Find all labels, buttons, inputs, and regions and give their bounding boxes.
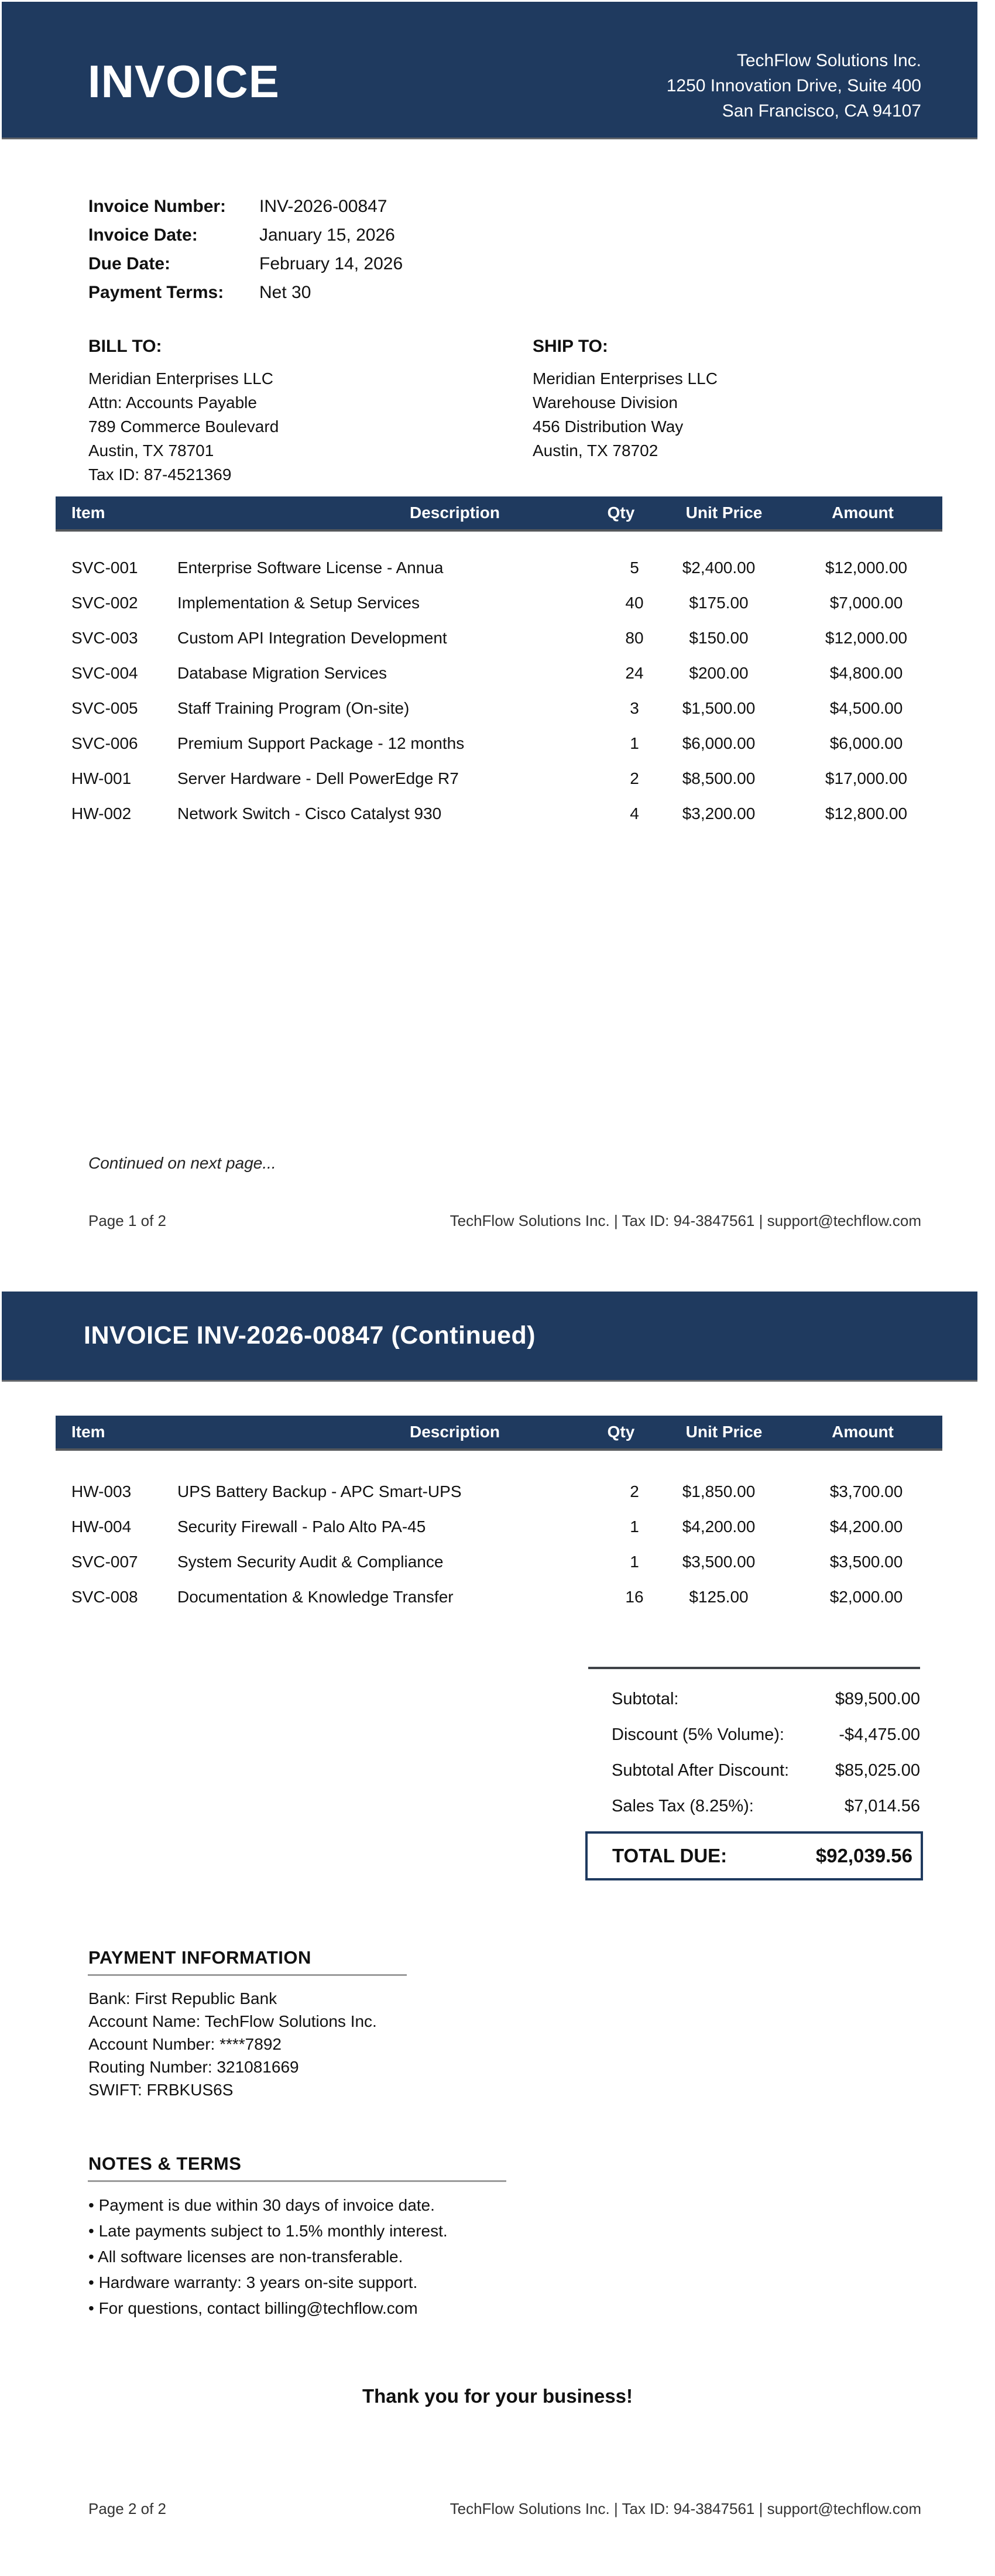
bill-to-line: Austin, TX 78701 [88, 441, 214, 460]
invoice-number-value: INV-2026-00847 [259, 197, 387, 216]
item-qty: 1 [630, 1553, 639, 1571]
meta-row-invoice-date [88, 225, 403, 254]
item-amount: $4,800.00 [829, 664, 903, 682]
bill-to-line: Tax ID: 87-4521369 [88, 465, 232, 484]
note-bullet: • Payment is due within 30 days of invoice date. [88, 2196, 435, 2214]
item-qty: 5 [630, 559, 639, 577]
item-qty: 2 [630, 1482, 639, 1501]
bill-to-heading: BILL TO: [88, 337, 162, 356]
page2-header-banner [2, 1292, 977, 1382]
table-row [56, 1544, 942, 1580]
item-qty: 80 [625, 629, 644, 647]
invoice-number-label: Invoice Number: [88, 197, 227, 216]
total-due-value: $92,039.56 [815, 1845, 912, 1866]
payment-swift-line: SWIFT: FRBKUS6S [88, 2081, 234, 2099]
item-qty: 1 [630, 734, 639, 752]
line-items-table-header-page1 [56, 496, 942, 532]
item-unit-price: $3,200.00 [682, 804, 756, 823]
bill-to-address [88, 366, 279, 487]
subtotal-label: Subtotal: [612, 1690, 679, 1708]
discount-value: -$4,475.00 [839, 1725, 920, 1744]
company-address-block [667, 48, 921, 124]
column-header-qty: Qty [607, 1423, 635, 1441]
ship-to-line: 456 Distribution Way [533, 417, 684, 436]
item-qty: 3 [630, 699, 639, 717]
item-amount: $3,500.00 [829, 1553, 903, 1571]
invoice-date-value: January 15, 2026 [259, 225, 395, 245]
item-qty: 40 [625, 594, 644, 612]
ship-to-line: Warehouse Division [533, 393, 678, 412]
column-header-amount: Amount [832, 503, 894, 522]
payment-account-number-line: Account Number: ****7892 [88, 2035, 282, 2053]
payment-bank-line: Bank: First Republic Bank [88, 1989, 277, 2008]
invoice-meta [88, 197, 403, 311]
ship-to-line: Meridian Enterprises LLC [533, 369, 718, 388]
total-due-label: TOTAL DUE: [612, 1845, 728, 1866]
due-date-value: February 14, 2026 [259, 254, 403, 273]
table-row [56, 1580, 942, 1615]
item-description: Premium Support Package - 12 months [177, 734, 465, 752]
sales-tax-row [612, 1789, 920, 1824]
company-name: TechFlow Solutions Inc. [736, 51, 921, 70]
column-header-item: Item [71, 1423, 105, 1441]
item-amount: $4,200.00 [829, 1517, 903, 1536]
item-unit-price: $8,500.00 [682, 769, 756, 787]
item-code: HW-003 [71, 1482, 132, 1501]
line-items-page2 [56, 1474, 942, 1615]
item-qty: 4 [630, 804, 639, 823]
company-address-line1: 1250 Innovation Drive, Suite 400 [666, 76, 921, 95]
item-amount: $4,500.00 [829, 699, 903, 717]
item-amount: $3,700.00 [829, 1482, 903, 1501]
item-unit-price: $2,400.00 [682, 559, 756, 577]
table-row [56, 656, 942, 691]
bill-to-line: 789 Commerce Boulevard [88, 417, 279, 436]
item-qty: 24 [625, 664, 644, 682]
item-code: SVC-007 [71, 1553, 138, 1571]
sales-tax-value: $7,014.56 [844, 1797, 920, 1815]
subtotal-after-discount-value: $85,025.00 [835, 1761, 920, 1780]
payment-section-rule [88, 1974, 407, 1976]
page1-number: Page 1 of 2 [88, 1212, 166, 1229]
note-bullet: • Late payments subject to 1.5% monthly interest. [88, 2222, 448, 2240]
company-address-line2: San Francisco, CA 94107 [722, 101, 921, 121]
thank-you-message: Thank you for your business! [362, 2385, 633, 2407]
payment-details [88, 1987, 377, 2101]
note-bullet: • For questions, contact billing@techflow.com [88, 2299, 418, 2317]
bill-to-line: Attn: Accounts Payable [88, 393, 257, 412]
item-unit-price: $6,000.00 [682, 734, 756, 752]
item-unit-price: $3,500.00 [682, 1553, 756, 1571]
column-header-description: Description [409, 503, 500, 522]
bill-to-line: Meridian Enterprises LLC [88, 369, 273, 388]
payment-routing-number-line: Routing Number: 321081669 [88, 2058, 299, 2076]
table-row [56, 726, 942, 761]
note-bullet: • Hardware warranty: 3 years on-site support. [88, 2273, 418, 2291]
subtotal-after-discount-label: Subtotal After Discount: [612, 1761, 790, 1780]
invoice-title: INVOICE [88, 56, 280, 107]
line-items-page1 [56, 550, 942, 831]
column-header-unit-price: Unit Price [685, 1423, 763, 1441]
item-description: Implementation & Setup Services [177, 594, 420, 612]
item-unit-price: $175.00 [689, 594, 749, 612]
payment-terms-value: Net 30 [259, 283, 311, 302]
meta-row-invoice-number [88, 197, 403, 225]
item-description: Server Hardware - Dell PowerEdge R7 [177, 769, 459, 787]
note-bullet: • All software licenses are non-transferable. [88, 2248, 403, 2266]
subtotal-value: $89,500.00 [835, 1690, 920, 1708]
item-unit-price: $1,850.00 [682, 1482, 756, 1501]
column-header-amount: Amount [832, 1423, 894, 1441]
line-items-table-header-page2 [56, 1416, 942, 1451]
table-row [56, 691, 942, 726]
item-description: Staff Training Program (On-site) [177, 699, 410, 717]
table-row [56, 585, 942, 621]
page2-footer-company-info: TechFlow Solutions Inc. | Tax ID: 94-3847561 | support@techflow.com [450, 2500, 921, 2517]
item-unit-price: $4,200.00 [682, 1517, 756, 1536]
item-amount: $7,000.00 [829, 594, 903, 612]
item-qty: 16 [625, 1588, 644, 1606]
page2-title: INVOICE INV-2026-00847 (Continued) [84, 1321, 536, 1349]
payment-terms-label: Payment Terms: [88, 283, 224, 302]
table-row [56, 550, 942, 585]
item-code: SVC-004 [71, 664, 138, 682]
table-row [56, 796, 942, 831]
totals-divider-rule [588, 1667, 920, 1669]
table-row [56, 1474, 942, 1509]
table-row [56, 621, 942, 656]
table-row [56, 1509, 942, 1544]
item-unit-price: $1,500.00 [682, 699, 756, 717]
item-code: SVC-002 [71, 594, 138, 612]
column-header-description: Description [409, 1423, 500, 1441]
notes-terms-heading: NOTES & TERMS [88, 2153, 242, 2174]
item-description: Security Firewall - Palo Alto PA-45 [177, 1517, 426, 1536]
item-code: SVC-005 [71, 699, 138, 717]
continued-note: Continued on next page... [88, 1154, 276, 1172]
item-qty: 2 [630, 769, 639, 787]
item-amount: $2,000.00 [829, 1588, 903, 1606]
totals-block [612, 1681, 920, 1824]
discount-label: Discount (5% Volume): [612, 1725, 784, 1744]
item-description: Custom API Integration Development [177, 629, 447, 647]
notes-section-rule [88, 2180, 506, 2182]
total-due-box [585, 1831, 923, 1880]
ship-to-line: Austin, TX 78702 [533, 441, 658, 460]
item-description: Network Switch - Cisco Catalyst 930 [177, 804, 442, 823]
item-code: HW-001 [71, 769, 132, 787]
meta-row-payment-terms [88, 283, 403, 311]
item-code: SVC-006 [71, 734, 138, 752]
payment-account-name-line: Account Name: TechFlow Solutions Inc. [88, 2012, 377, 2030]
item-unit-price: $200.00 [689, 664, 749, 682]
item-qty: 1 [630, 1517, 639, 1536]
item-amount: $6,000.00 [829, 734, 903, 752]
item-description: UPS Battery Backup - APC Smart-UPS [177, 1482, 462, 1501]
meta-row-due-date [88, 254, 403, 283]
item-code: SVC-008 [71, 1588, 138, 1606]
ship-to-heading: SHIP TO: [533, 337, 608, 356]
item-code: SVC-001 [71, 559, 138, 577]
item-amount: $12,000.00 [825, 629, 908, 647]
page1-footer-company-info: TechFlow Solutions Inc. | Tax ID: 94-3847561 | support@techflow.com [450, 1212, 921, 1229]
item-description: Enterprise Software License - Annua [177, 559, 444, 577]
item-amount: $12,000.00 [825, 559, 908, 577]
item-amount: $12,800.00 [825, 804, 908, 823]
column-header-unit-price: Unit Price [685, 503, 763, 522]
item-unit-price: $125.00 [689, 1588, 749, 1606]
notes-terms-list [88, 2193, 448, 2321]
item-code: SVC-003 [71, 629, 138, 647]
item-code: HW-002 [71, 804, 132, 823]
sales-tax-label: Sales Tax (8.25%): [612, 1797, 754, 1815]
ship-to-address [533, 366, 718, 463]
item-description: System Security Audit & Compliance [177, 1553, 444, 1571]
item-description: Database Migration Services [177, 664, 387, 682]
invoice-date-label: Invoice Date: [88, 225, 198, 245]
column-header-qty: Qty [607, 503, 635, 522]
item-amount: $17,000.00 [825, 769, 908, 787]
subtotal-row [612, 1681, 920, 1717]
item-code: HW-004 [71, 1517, 132, 1536]
table-row [56, 761, 942, 796]
payment-information-heading: PAYMENT INFORMATION [88, 1947, 311, 1968]
item-unit-price: $150.00 [689, 629, 749, 647]
item-description: Documentation & Knowledge Transfer [177, 1588, 454, 1606]
due-date-label: Due Date: [88, 254, 171, 273]
subtotal-after-discount-row [612, 1753, 920, 1789]
column-header-item: Item [71, 503, 105, 522]
discount-row [612, 1717, 920, 1753]
page2-number: Page 2 of 2 [88, 2500, 166, 2517]
